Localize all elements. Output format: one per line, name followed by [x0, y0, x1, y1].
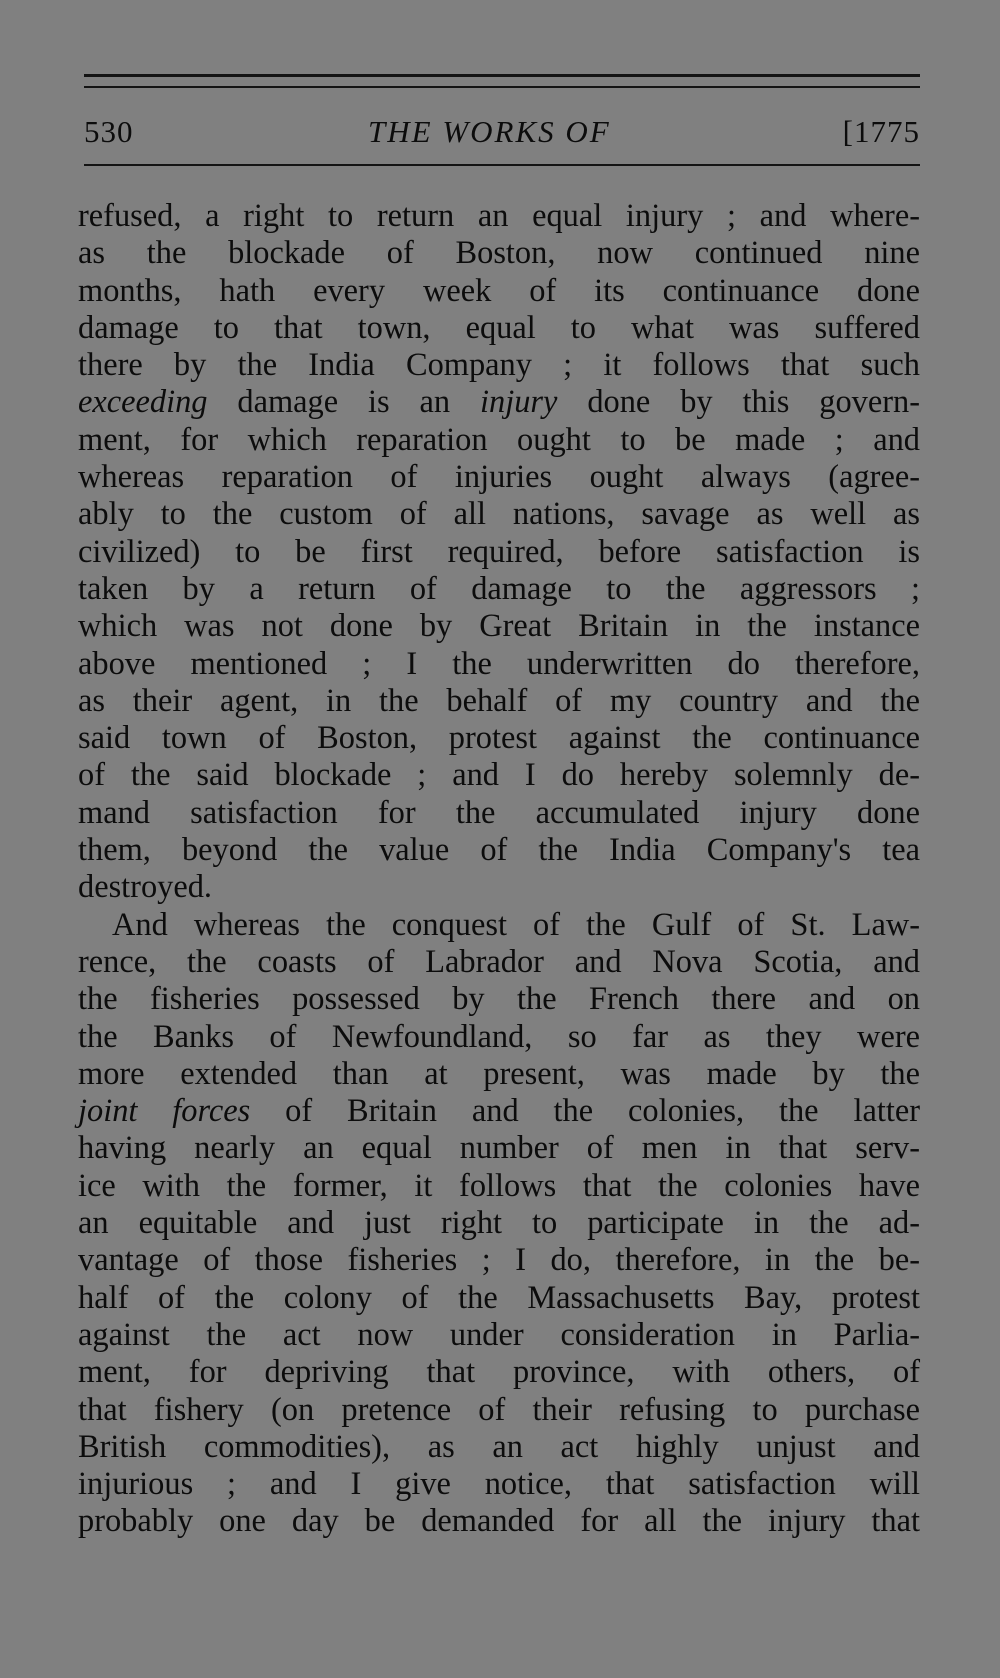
text-line: there by the India Company ; it follows that such — [78, 347, 920, 384]
text-line: as their agent, in the behalf of my country and the — [78, 682, 920, 719]
text-line: the Banks of Newfoundland, so far as they were — [78, 1018, 920, 1055]
text-line: above mentioned ; I the underwritten do therefore, — [78, 645, 920, 682]
text-line: mand satisfaction for the accumulated injury done — [78, 794, 920, 831]
text-line: against the act now under consideration in Parlia- — [78, 1316, 920, 1353]
text-fragment: damage is an — [207, 384, 481, 421]
body-text — [78, 198, 920, 1541]
text-line — [78, 384, 920, 421]
text-line: ment, for which reparation ought to be made ; and — [78, 421, 920, 458]
text-line: an equitable and just right to participate in the ad- — [78, 1205, 920, 1242]
text-line: rence, the coasts of Labrador and Nova Scotia, and — [78, 943, 920, 980]
text-fragment: of Britain and the colonies, the latter — [250, 1093, 920, 1130]
text-line: that fishery (on pretence of their refusing to purchase — [78, 1391, 920, 1428]
top-rule-thin — [84, 86, 920, 88]
text-line: which was not done by Great Britain in the instance — [78, 608, 920, 645]
paragraph-2 — [78, 907, 920, 1541]
running-year: [1775 — [842, 114, 920, 149]
text-line: And whereas the conquest of the Gulf of St. Law- — [112, 906, 920, 943]
text-line: damage to that town, equal to what was suffered — [78, 309, 920, 346]
text-line: refused, a right to return an equal injury ; and where- — [78, 198, 920, 234]
emphasis-injury: injury — [480, 384, 558, 421]
running-head — [84, 112, 920, 152]
text-line: the fisheries possessed by the French there and on — [78, 981, 920, 1018]
text-line: as the blockade of Boston, now continued nine — [78, 235, 920, 272]
text-line: whereas reparation of injuries ought always (agree- — [78, 459, 920, 496]
emphasis-exceeding: exceeding — [78, 384, 208, 421]
text-line: British commodities), as an act highly unjust and — [78, 1428, 920, 1465]
text-line — [78, 1093, 920, 1130]
paragraph-1 — [78, 198, 920, 907]
text-line: ice with the former, it follows that the colonies have — [78, 1167, 920, 1204]
text-line: ment, for depriving that province, with others, of — [78, 1354, 920, 1391]
running-title: THE WORKS OF — [368, 114, 611, 149]
text-line: having nearly an equal number of men in that serv- — [78, 1130, 920, 1167]
text-line: ably to the custom of all nations, savage as well as — [78, 496, 920, 533]
emphasis-joint-forces: joint forces — [78, 1093, 251, 1130]
text-line: said town of Boston, protest against the continuance — [78, 720, 920, 757]
text-line: months, hath every week of its continuance done — [78, 272, 920, 309]
header-rule — [84, 164, 920, 166]
text-line: injurious ; and I give notice, that satisfaction will — [78, 1466, 920, 1503]
text-line: them, beyond the value of the India Company's tea — [78, 832, 920, 869]
text-line: of the said blockade ; and I do hereby solemnly de- — [78, 757, 920, 794]
text-fragment: done by this govern- — [557, 384, 920, 421]
text-line: vantage of those fisheries ; I do, therefore, in the be- — [78, 1242, 920, 1279]
text-line: half of the colony of the Massachusetts Bay, protest — [78, 1279, 920, 1316]
text-line: more extended than at present, was made by the — [78, 1055, 920, 1092]
text-line: civilized) to be first required, before satisfaction is — [78, 533, 920, 570]
page-number: 530 — [84, 114, 134, 149]
top-rule-thick — [84, 74, 920, 77]
text-line: taken by a return of damage to the aggressors ; — [78, 570, 920, 607]
text-line: destroyed. — [78, 869, 213, 906]
text-line: probably one day be demanded for all the injury that — [78, 1503, 920, 1540]
